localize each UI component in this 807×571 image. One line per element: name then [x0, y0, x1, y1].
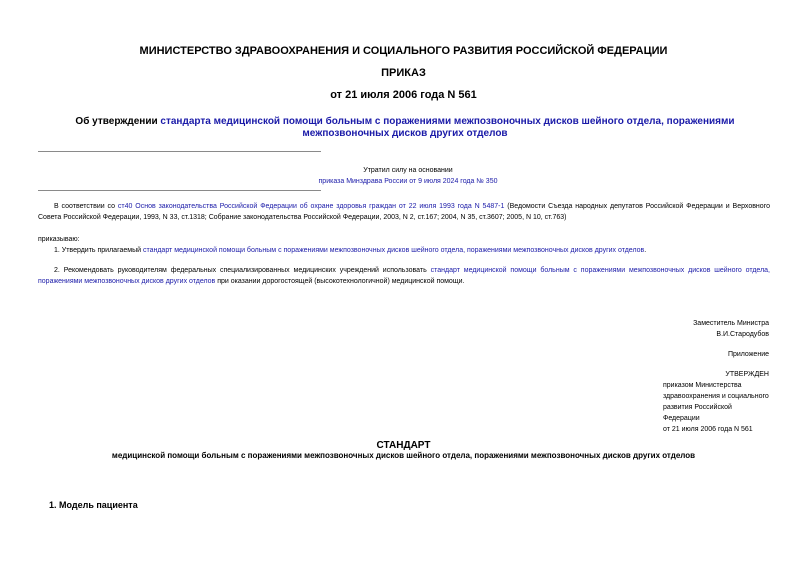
ministry-heading: МИНИСТЕРСТВО ЗДРАВООХРАНЕНИЯ И СОЦИАЛЬНОГО РАЗВИТИЯ РОССИЙСКОЙ ФЕДЕРАЦИИ	[139, 45, 668, 57]
repeal-order-link[interactable]: приказа Минздрава России от 9 июля 2024 года № 350	[318, 178, 498, 185]
item-1-end: .	[644, 247, 647, 254]
item-2-end: при оказании дорогостоящей (высокотехнологичной) медицинской помощи.	[215, 278, 465, 285]
section-patient-model: 1. Модель пациента	[49, 500, 138, 510]
order-word: приказываю:	[38, 236, 80, 243]
item-1-text: 1. Утвердить прилагаемый	[54, 247, 143, 254]
divider-bottom	[38, 190, 321, 191]
standard-title: СТАНДАРТ	[376, 440, 431, 451]
law-article-link[interactable]: ст40 Основ законодательства Российской Федерации об охране здоровья граждан от 22 июля 1993 года N 5487-1	[117, 203, 505, 210]
approved-line-3: развития Российской Федерации	[663, 404, 732, 422]
approved-label: УТВЕРЖДЕН	[725, 371, 769, 378]
appendix-label: Приложение	[727, 351, 769, 358]
signature-position: Заместитель Министра	[693, 320, 769, 327]
preamble-text-after: (Ведомости Съезда народных депутатов Российской Федерации и Верховного Совета Российской Федерации, 1993, N 33, ст.1318; Собрание законодательства Российской Федерации, 2003, N 2, ст.167; 2004, N 35, ст.3607; 2005, N 10, ст.763)	[38, 203, 770, 221]
doc-type-heading: ПРИКАЗ	[381, 67, 426, 79]
document-title	[35, 116, 775, 140]
order-date-number: от 21 июля 2006 года N 561	[330, 89, 477, 101]
order-item-1	[38, 245, 770, 256]
preamble-text-before: В соответствии со	[54, 203, 118, 210]
repeal-note: Утратил силу на основании	[363, 167, 453, 174]
standard-subtitle: медицинской помощи больным с поражениями межпозвоночных дисков шейного отдела, поражениями межпозвоночных дисков других отделов	[111, 451, 696, 460]
preamble-paragraph	[38, 201, 770, 223]
divider-top	[38, 151, 321, 152]
order-item-2	[38, 265, 770, 287]
approved-line-4: от 21 июля 2006 года N 561	[663, 426, 753, 433]
item-2-text: 2. Рекомендовать руководителям федеральных специализированных медицинских учреждений использовать	[54, 267, 431, 274]
signature-name: В.И.Стародубов	[716, 331, 769, 338]
item-1-standard-link[interactable]: стандарт медицинской помощи больным с поражениями межпозвоночных дисков шейного отдела, поражениями межпозвоночных дисков других отделов	[142, 247, 645, 254]
title-prefix: Об утверждении	[75, 116, 161, 127]
title-standard-link[interactable]: стандарта медицинской помощи больным с поражениями межпозвоночных дисков шейного отдела, поражениями межпозвоночных дисков других отделов	[160, 116, 735, 139]
approved-line-2: здравоохранения и социального	[663, 393, 769, 400]
item-2-standard-link[interactable]: стандарт медицинской помощи больным с поражениями межпозвоночных дисков шейного отдела, поражениями межпозвоночных дисков других отделов	[38, 267, 770, 285]
approved-line-1: приказом Министерства	[663, 382, 742, 389]
approved-by-order	[663, 380, 769, 435]
